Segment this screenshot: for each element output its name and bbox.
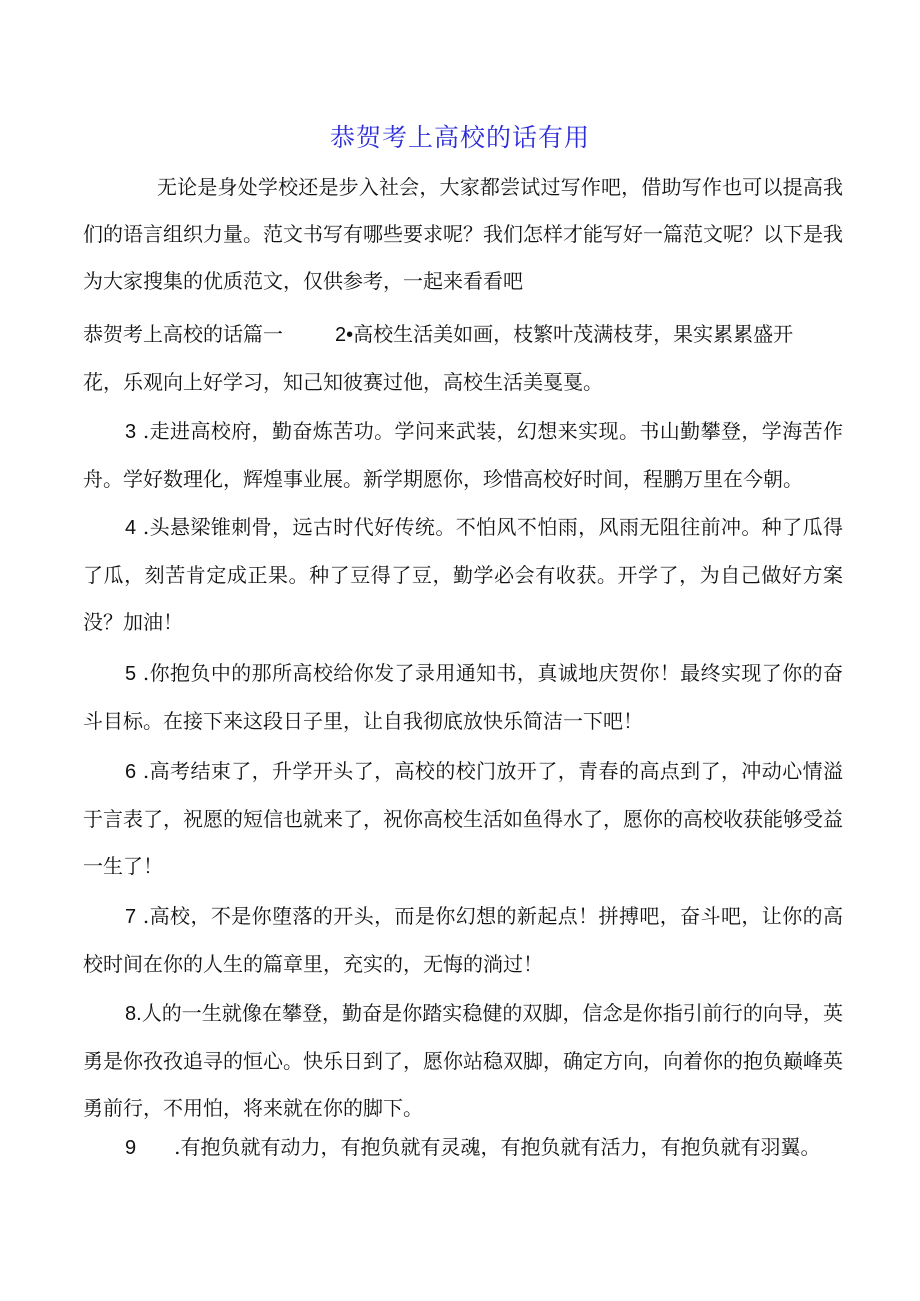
item-2-text-line1: 高校生活美如画，枝繁叶茂满枝芽，果实累累盛开 [353,322,794,346]
item-number: 4 [125,517,137,539]
item-2-text-line2: 花，乐观向上好学习，知己知彼赛过他，高校生活美戛戛。 [83,370,603,394]
item-text: .走进高校府，勤奋炼苦功。学问来武装，幻想来实现。书山勤攀登，学海苦作舟。学好数理化，辉煌事业展。新学期愿你，珍惜高校好时间，程鹏万里在今朝。 [83,419,843,491]
document-title: 恭贺考上高校的话有用 [329,123,590,152]
list-item-3 [83,408,843,503]
item-number: 5 [125,663,137,685]
item-number: 7 [125,906,137,928]
list-item-4 [83,504,843,646]
item-text: 人的一生就像在攀登，勤奋是你踏实稳健的双脚，信念是你指引前行的向导，英勇是你孜孜追寻的恒心。快乐日到了，愿你站稳双脚，确定方向，向着你的抱负巅峰英勇前行，不用怕，将来就在你的脚下。 [83,1001,843,1120]
section-heading-line [83,314,793,355]
item-text: .你抱负中的那所高校给你发了录用通知书，真诚地庆贺你！最终实现了你的奋斗目标。在接下来这段日子里，让自我彻底放快乐简洁一下吧！ [83,661,843,733]
item-text: .头悬梁锥刺骨，远古时代好传统。不怕风不怕雨，风雨无阻往前冲。种了瓜得了瓜，刻苦肯定成正果。种了豆得了豆，勤学必会有收获。开学了，为自己做好方案没？加油！ [83,515,843,634]
item-9-number: 9 [125,1137,137,1159]
item-number: 3 [125,421,137,443]
list-item-7 [83,893,843,988]
item-text: .高校，不是你堕落的开头，而是你幻想的新起点！拼搏吧，奋斗吧，让你的高校时间在你的人生的篇章里，充实的，无悔的淌过！ [83,904,843,976]
intro-paragraph: 无论是身处学校还是步入社会，大家都尝试过写作吧，借助写作也可以提高我们的语言组织力量。范文书写有哪些要求呢？我们怎样才能写好一篇范文呢？以下是我为大家搜集的优质范文，仅供参考，一起来看看吧 [83,175,843,293]
list-item-6 [83,748,843,890]
item-2-number: 2• [335,324,354,346]
item-text: .高考结束了，升学开头了，高校的校门放开了，青春的高点到了，冲动心情溢于言表了，祝愿的短信也就来了，祝你高校生活如鱼得水了，愿你的高校收获能够受益一生了！ [83,759,843,878]
list-item-8 [83,990,843,1132]
section-heading: 恭贺考上高校的话篇一 [83,322,283,346]
item-number: 8. [125,1003,142,1025]
item-number: 6 [125,761,137,783]
list-item-5 [83,650,843,745]
list-item-9 [125,1127,820,1168]
item-9-text: .有抱负就有动力，有抱负就有灵魂，有抱负就有活力，有抱负就有羽翼。 [174,1135,821,1159]
